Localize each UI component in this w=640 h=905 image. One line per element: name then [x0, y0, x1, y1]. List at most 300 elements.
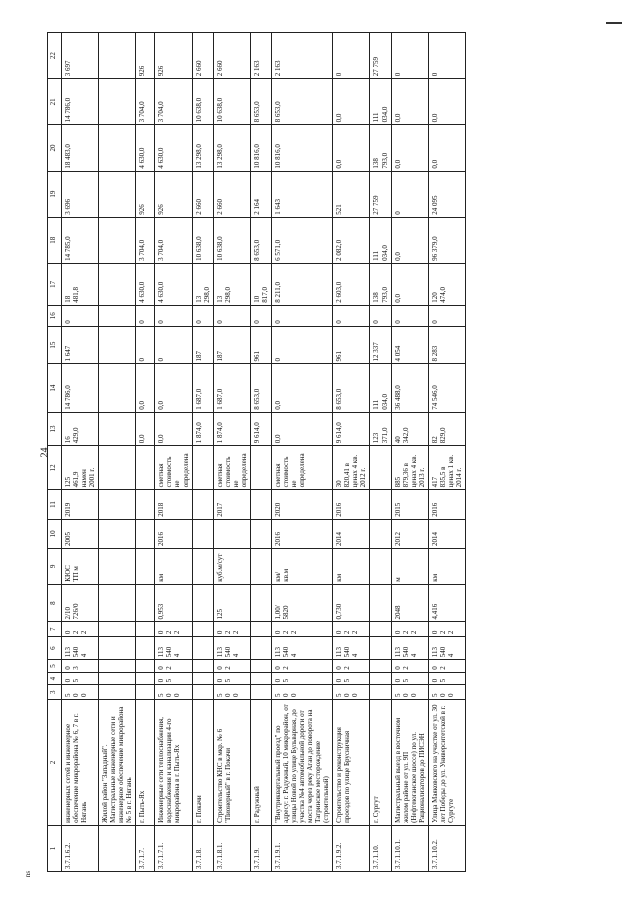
cell-col-15: 4 054	[391, 326, 428, 364]
cell-col-17: 13 298,0	[192, 263, 213, 305]
cell-col-4: 0 5	[271, 672, 332, 685]
cell-col-10	[136, 519, 155, 548]
cell-col-1: 3.7.1.7.1.	[155, 825, 192, 871]
column-number: 10	[48, 519, 62, 548]
cell-col-17: 4 630,0	[155, 263, 192, 305]
cell-col-6	[370, 637, 391, 660]
cell-col-20: 13 298,0	[192, 125, 213, 171]
cell-col-11	[370, 490, 391, 519]
cell-col-17: 138 793,0	[370, 263, 391, 305]
cell-col-10	[99, 519, 136, 548]
cell-col-20: 10 816,0	[271, 125, 332, 171]
cell-col-11: 2018	[155, 490, 192, 519]
cell-col-21: 0,0	[428, 79, 465, 125]
cell-col-9: м	[391, 549, 428, 585]
cell-col-1: 3.7.1.8.1.	[213, 825, 250, 871]
cell-col-8	[192, 584, 213, 622]
column-number: 8	[48, 584, 62, 622]
cell-col-3: 5 0 0	[333, 685, 370, 700]
cell-col-18: 0,0	[391, 217, 428, 263]
cell-col-13	[99, 412, 136, 446]
cell-col-1: 3.7.1.8.	[192, 825, 213, 871]
cell-col-2: Строительство и реконструкция проездов по улице Брусничная	[333, 700, 370, 826]
cell-col-11	[99, 490, 136, 519]
cell-col-2: г. Сургут	[370, 700, 391, 826]
cell-col-10: 2016	[271, 519, 332, 548]
cell-col-4	[250, 672, 271, 685]
cell-col-22	[99, 33, 136, 79]
cell-col-12: сметная стоимость не определена	[155, 446, 192, 490]
column-number: 6	[48, 637, 62, 660]
column-number: 20	[48, 125, 62, 171]
cell-col-3: 5 0 0	[155, 685, 192, 700]
cell-col-13: 123 371,0	[370, 412, 391, 446]
cell-col-20: 4 630,0	[155, 125, 192, 171]
cell-col-11: 2020	[271, 490, 332, 519]
column-number: 22	[48, 33, 62, 79]
cell-col-20	[99, 125, 136, 171]
cell-col-22: 926	[155, 33, 192, 79]
cell-col-7	[192, 622, 213, 637]
cell-col-15: 961	[250, 326, 271, 364]
group-row	[192, 33, 213, 872]
cell-col-19: 2 164	[250, 171, 271, 217]
cell-col-21: 0,0	[391, 79, 428, 125]
cell-col-8: 0,730	[333, 584, 370, 622]
cell-col-8: 4,416	[428, 584, 465, 622]
cell-col-18	[99, 217, 136, 263]
cell-col-22: 2 163	[250, 33, 271, 79]
cell-col-17: 10 817,0	[250, 263, 271, 305]
cell-col-5: 0 2	[155, 660, 192, 673]
cell-col-18: 111 034,0	[370, 217, 391, 263]
cell-col-1: 3.7.1.9.2.	[333, 825, 370, 871]
cell-col-18: 8 653,0	[250, 217, 271, 263]
cell-col-8: 0,953	[155, 584, 192, 622]
footer-mark: ns	[24, 870, 33, 878]
cell-col-8: 125	[213, 584, 250, 622]
table-row	[333, 33, 370, 872]
cell-col-7: 0 2 2	[391, 622, 428, 637]
cell-col-19: 0	[391, 171, 428, 217]
cell-col-6	[250, 637, 271, 660]
cell-col-6	[192, 637, 213, 660]
cell-col-14: 14 786,0	[62, 364, 99, 412]
cell-col-15: 0	[155, 326, 192, 364]
cell-col-6: 113 540 4	[155, 637, 192, 660]
cell-col-20: 13 298,0	[213, 125, 250, 171]
cell-col-10	[370, 519, 391, 548]
cell-col-3	[250, 685, 271, 700]
table-row	[428, 33, 465, 872]
column-number: 16	[48, 305, 62, 326]
cell-col-1	[99, 825, 136, 871]
cell-col-22: 2 163	[271, 33, 332, 79]
cell-col-15: 961	[333, 326, 370, 364]
cell-col-13: 0,0	[136, 412, 155, 446]
cell-col-14: 36 488,0	[391, 364, 428, 412]
cell-col-18: 2 082,0	[333, 217, 370, 263]
cell-col-9: км	[333, 549, 370, 585]
cell-col-9: км	[155, 549, 192, 585]
cell-col-3	[192, 685, 213, 700]
cell-col-2: г. Пыть-Ях	[136, 700, 155, 826]
column-number: 9	[48, 549, 62, 585]
cell-col-15: 8 283	[428, 326, 465, 364]
cell-col-12: сметная стоимость не определена	[213, 446, 250, 490]
cell-col-16: 0	[250, 305, 271, 326]
cell-col-18: 96 379,0	[428, 217, 465, 263]
cell-col-15	[99, 326, 136, 364]
cell-col-22: 2 660	[213, 33, 250, 79]
cell-col-8	[250, 584, 271, 622]
cell-col-4: 0 5	[428, 672, 465, 685]
cell-col-18: 10 638,0	[213, 217, 250, 263]
cell-col-3: 5 0 0	[428, 685, 465, 700]
cell-col-14: 0,0	[136, 364, 155, 412]
column-number: 13	[48, 412, 62, 446]
cell-col-4: 0 5	[155, 672, 192, 685]
column-number: 11	[48, 490, 62, 519]
cell-col-22: 2 660	[192, 33, 213, 79]
cell-col-9: км/ кв.м	[271, 549, 332, 585]
cell-col-7: 0 2 2	[428, 622, 465, 637]
cell-col-7: 0 2 2	[271, 622, 332, 637]
cell-col-21: 8 653,0	[271, 79, 332, 125]
cell-col-11: 2016	[428, 490, 465, 519]
cell-col-4	[192, 672, 213, 685]
investment-table	[47, 32, 466, 872]
cell-col-14: 111 034,0	[370, 364, 391, 412]
cell-col-12: 125 461,9 намен 2001 г.	[62, 446, 99, 490]
table-row	[271, 33, 332, 872]
cell-col-6: 113 540 4	[333, 637, 370, 660]
cell-col-15: 0	[271, 326, 332, 364]
cell-col-10: 2016	[155, 519, 192, 548]
cell-col-14: 0,0	[271, 364, 332, 412]
cell-col-10	[192, 519, 213, 548]
cell-col-7	[250, 622, 271, 637]
cell-col-9	[99, 549, 136, 585]
cell-col-17: 8 211,0	[271, 263, 332, 305]
cell-col-12: сметная стоимость не определена	[271, 446, 332, 490]
cell-col-17: 0,0	[391, 263, 428, 305]
cell-col-20: 0,0	[428, 125, 465, 171]
cell-col-18: 10 638,0	[192, 217, 213, 263]
cell-col-3	[136, 685, 155, 700]
column-number: 17	[48, 263, 62, 305]
cell-col-19: 2 660	[192, 171, 213, 217]
cell-col-6: 113 540 4	[428, 637, 465, 660]
cell-col-22: 0	[428, 33, 465, 79]
cell-col-21: 10 638,0	[192, 79, 213, 125]
cell-col-14: 0,0	[155, 364, 192, 412]
cell-col-19: 2 660	[213, 171, 250, 217]
cell-col-5: 0 2	[391, 660, 428, 673]
cell-col-11	[136, 490, 155, 519]
cell-col-19: 3 696	[62, 171, 99, 217]
cell-col-7: 0 2 2	[155, 622, 192, 637]
cell-col-17: 4 630,0	[136, 263, 155, 305]
cell-col-7	[99, 622, 136, 637]
cell-col-17	[99, 263, 136, 305]
cell-col-11: 2016	[333, 490, 370, 519]
cell-col-3: 5 0 0	[271, 685, 332, 700]
column-number: 1	[48, 825, 62, 871]
column-number: 12	[48, 446, 62, 490]
cell-col-17: 18 481,8	[62, 263, 99, 305]
cell-col-13: 16 429,0	[62, 412, 99, 446]
cell-col-6: 113 540 4	[271, 637, 332, 660]
cell-col-17: 2 603,0	[333, 263, 370, 305]
cell-col-9	[192, 549, 213, 585]
cell-col-2: Жилой район "Западный". Магистральные инженерные сети и инженерное обеспечение микрорайона № 5 в г. Нягань	[99, 700, 136, 826]
cell-col-21: 8 653,0	[250, 79, 271, 125]
cell-col-12	[370, 446, 391, 490]
cell-col-4: 0 5	[391, 672, 428, 685]
cell-col-8	[99, 584, 136, 622]
cell-col-20: 4 630,0	[136, 125, 155, 171]
cell-col-11: 2015	[391, 490, 428, 519]
corner-mark	[606, 22, 622, 24]
cell-col-4: 0 5	[213, 672, 250, 685]
cell-col-12	[250, 446, 271, 490]
column-number: 5	[48, 660, 62, 673]
cell-col-20: 0,0	[391, 125, 428, 171]
cell-col-11: 2017	[213, 490, 250, 519]
cell-col-16: 0	[370, 305, 391, 326]
cell-col-5	[99, 660, 136, 673]
cell-col-19: 1 643	[271, 171, 332, 217]
cell-col-3: 5 0 0	[62, 685, 99, 700]
cell-col-21: 0,0	[333, 79, 370, 125]
cell-col-3	[370, 685, 391, 700]
cell-col-13: 40 342,0	[391, 412, 428, 446]
column-number: 19	[48, 171, 62, 217]
column-number: 15	[48, 326, 62, 364]
cell-col-16: 0	[136, 305, 155, 326]
cell-col-10: 2014	[428, 519, 465, 548]
cell-col-7	[136, 622, 155, 637]
cell-col-14: 8 653,0	[333, 364, 370, 412]
cell-col-17: 120 474,0	[428, 263, 465, 305]
cell-col-13: 9 614,0	[250, 412, 271, 446]
cell-col-12: 30 820,41 в ценах 4 кв. 2012 г.	[333, 446, 370, 490]
cell-col-20: 18 483,0	[62, 125, 99, 171]
cell-col-8	[136, 584, 155, 622]
cell-col-22: 926	[136, 33, 155, 79]
table-row	[62, 33, 99, 872]
cell-col-2: Улица Маяковского на участке от ул. 30 лет Победы до ул. Университетской в г. Сургуте	[428, 700, 465, 826]
cell-col-5: 0 2	[213, 660, 250, 673]
cell-col-13: 9 614,0	[333, 412, 370, 446]
cell-col-5: 0 3	[62, 660, 99, 673]
cell-col-3	[99, 685, 136, 700]
cell-col-9	[136, 549, 155, 585]
cell-col-9: км	[428, 549, 465, 585]
column-number: 4	[48, 672, 62, 685]
cell-col-13: 1 874,0	[213, 412, 250, 446]
cell-col-15: 1 647	[62, 326, 99, 364]
cell-col-6	[99, 637, 136, 660]
cell-col-21	[99, 79, 136, 125]
cell-col-11	[192, 490, 213, 519]
cell-col-10: 2005	[62, 519, 99, 548]
cell-col-1: 3.7.1.9.	[250, 825, 271, 871]
cell-col-21: 10 638,0	[213, 79, 250, 125]
cell-col-7: 0 2 2	[62, 622, 99, 637]
cell-col-1: 3.7.1.7.	[136, 825, 155, 871]
cell-col-12	[99, 446, 136, 490]
table-row	[99, 33, 136, 872]
cell-col-18: 3 704,0	[136, 217, 155, 263]
cell-col-4	[99, 672, 136, 685]
cell-col-3: 5 0 0	[213, 685, 250, 700]
cell-col-13: 0,0	[155, 412, 192, 446]
cell-col-7	[370, 622, 391, 637]
column-number: 2	[48, 700, 62, 826]
cell-col-18: 3 704,0	[155, 217, 192, 263]
cell-col-16: 0	[333, 305, 370, 326]
rotated-table-wrapper	[47, 32, 612, 872]
table-row	[391, 33, 428, 872]
cell-col-2: Строительство КНС в мкр. № 6 "Пионерный" в г. Покачи	[213, 700, 250, 826]
cell-col-1: 3.7.1.9.1.	[271, 825, 332, 871]
cell-col-21: 14 786,0	[62, 79, 99, 125]
cell-col-19	[99, 171, 136, 217]
cell-col-8: 2048	[391, 584, 428, 622]
cell-col-5: 0 2	[428, 660, 465, 673]
cell-col-21: 111 034,0	[370, 79, 391, 125]
cell-col-5: 0 2	[333, 660, 370, 673]
cell-col-6: 113 540 4	[213, 637, 250, 660]
cell-col-15: 187	[213, 326, 250, 364]
cell-col-12	[136, 446, 155, 490]
column-number: 14	[48, 364, 62, 412]
table-row	[213, 33, 250, 872]
cell-col-5	[250, 660, 271, 673]
column-number-row	[48, 33, 62, 872]
cell-col-14: 1 687,0	[213, 364, 250, 412]
column-number: 7	[48, 622, 62, 637]
cell-col-2: инженерных сетей и инженерное обеспечение микрорайона № 6, 7 в г. Нягань	[62, 700, 99, 826]
cell-col-22: 0	[391, 33, 428, 79]
cell-col-13: 1 874,0	[192, 412, 213, 446]
cell-col-18: 14 785,0	[62, 217, 99, 263]
cell-col-16: 0	[428, 305, 465, 326]
page-number: 24	[39, 447, 51, 458]
cell-col-6	[136, 637, 155, 660]
cell-col-21: 3 704,0	[155, 79, 192, 125]
cell-col-19: 24 095	[428, 171, 465, 217]
column-number: 21	[48, 79, 62, 125]
cell-col-1: 3.7.1.10.1.	[391, 825, 428, 871]
cell-col-1: 3.7.1.10.	[370, 825, 391, 871]
cell-col-16: 0	[155, 305, 192, 326]
cell-col-19: 926	[155, 171, 192, 217]
cell-col-19: 27 759	[370, 171, 391, 217]
cell-col-12: 417 835,5 в ценах 1 кв. 2014 г.	[428, 446, 465, 490]
cell-col-4	[370, 672, 391, 685]
cell-col-22: 3 697	[62, 33, 99, 79]
cell-col-8: 2/10 726/0	[62, 584, 99, 622]
cell-col-4	[136, 672, 155, 685]
cell-col-9: КЮС ТП м	[62, 549, 99, 585]
cell-col-20: 10 816,0	[250, 125, 271, 171]
cell-col-1: 3.7.1.6.2.	[62, 825, 99, 871]
cell-col-18: 6 571,0	[271, 217, 332, 263]
cell-col-2: "Внутриквартальный проезд" по адресу: г. Радужный, 10 микрорайон, от улицы Новой по улице Бульварная, до участка №4 автомобильной дороги от моста через реку Аган до поворота на Тагринское месторождение (строительный)	[271, 700, 332, 826]
cell-col-6: 113 540 4	[391, 637, 428, 660]
cell-col-10: 2014	[333, 519, 370, 548]
cell-col-20: 0,0	[333, 125, 370, 171]
cell-col-4: 0 5	[333, 672, 370, 685]
column-number: 18	[48, 217, 62, 263]
cell-col-13: 82 829,0	[428, 412, 465, 446]
cell-col-4: 0 5	[62, 672, 99, 685]
cell-col-3: 5 0 0	[391, 685, 428, 700]
cell-col-22: 0	[333, 33, 370, 79]
cell-col-2: Магистральный выезд в восточном жилом районе от ул. 9П (Нефтеюганское шоссе) по ул. Рационализаторов до ПИСЭН	[391, 700, 428, 826]
cell-col-16: 0	[271, 305, 332, 326]
group-row	[250, 33, 271, 872]
group-row	[136, 33, 155, 872]
cell-col-11: 2019	[62, 490, 99, 519]
cell-col-15: 0	[136, 326, 155, 364]
cell-col-12	[192, 446, 213, 490]
cell-col-17: 13 298,0	[213, 263, 250, 305]
cell-col-9: куб.м/сут	[213, 549, 250, 585]
cell-col-10: 2012	[391, 519, 428, 548]
cell-col-2: г. Покачи	[192, 700, 213, 826]
cell-col-16: 0	[391, 305, 428, 326]
cell-col-20: 138 793,0	[370, 125, 391, 171]
cell-col-19: 926	[136, 171, 155, 217]
table-row	[155, 33, 192, 872]
cell-col-8	[370, 584, 391, 622]
cell-col-15: 12 337	[370, 326, 391, 364]
cell-col-14: 1 687,0	[192, 364, 213, 412]
cell-col-8: 1,00/ 5820	[271, 584, 332, 622]
cell-col-7: 0 2 2	[213, 622, 250, 637]
cell-col-5	[192, 660, 213, 673]
cell-col-5	[370, 660, 391, 673]
cell-col-16	[99, 305, 136, 326]
cell-col-19: 521	[333, 171, 370, 217]
cell-col-1: 3.7.1.10.2.	[428, 825, 465, 871]
cell-col-2: г. Радужный	[250, 700, 271, 826]
cell-col-14	[99, 364, 136, 412]
cell-col-13: 0,0	[271, 412, 332, 446]
cell-col-12: 885 879,36 в ценах 4 кв. 2013 г.	[391, 446, 428, 490]
cell-col-9	[370, 549, 391, 585]
cell-col-15: 187	[192, 326, 213, 364]
cell-col-7: 0 2 2	[333, 622, 370, 637]
cell-col-16: 0	[213, 305, 250, 326]
group-row	[370, 33, 391, 872]
cell-col-10	[213, 519, 250, 548]
cell-col-2: Инженерные сети теплоснабжения, водоснабжения и канализации 4-го микрорайона в г. Пыть-Ях	[155, 700, 192, 826]
cell-col-5: 0 2	[271, 660, 332, 673]
cell-col-11	[250, 490, 271, 519]
cell-col-14: 74 546,0	[428, 364, 465, 412]
cell-col-6: 113 540 4	[62, 637, 99, 660]
cell-col-22: 27 759	[370, 33, 391, 79]
column-number: 3	[48, 685, 62, 700]
cell-col-21: 3 704,0	[136, 79, 155, 125]
cell-col-16: 0	[62, 305, 99, 326]
cell-col-16: 0	[192, 305, 213, 326]
